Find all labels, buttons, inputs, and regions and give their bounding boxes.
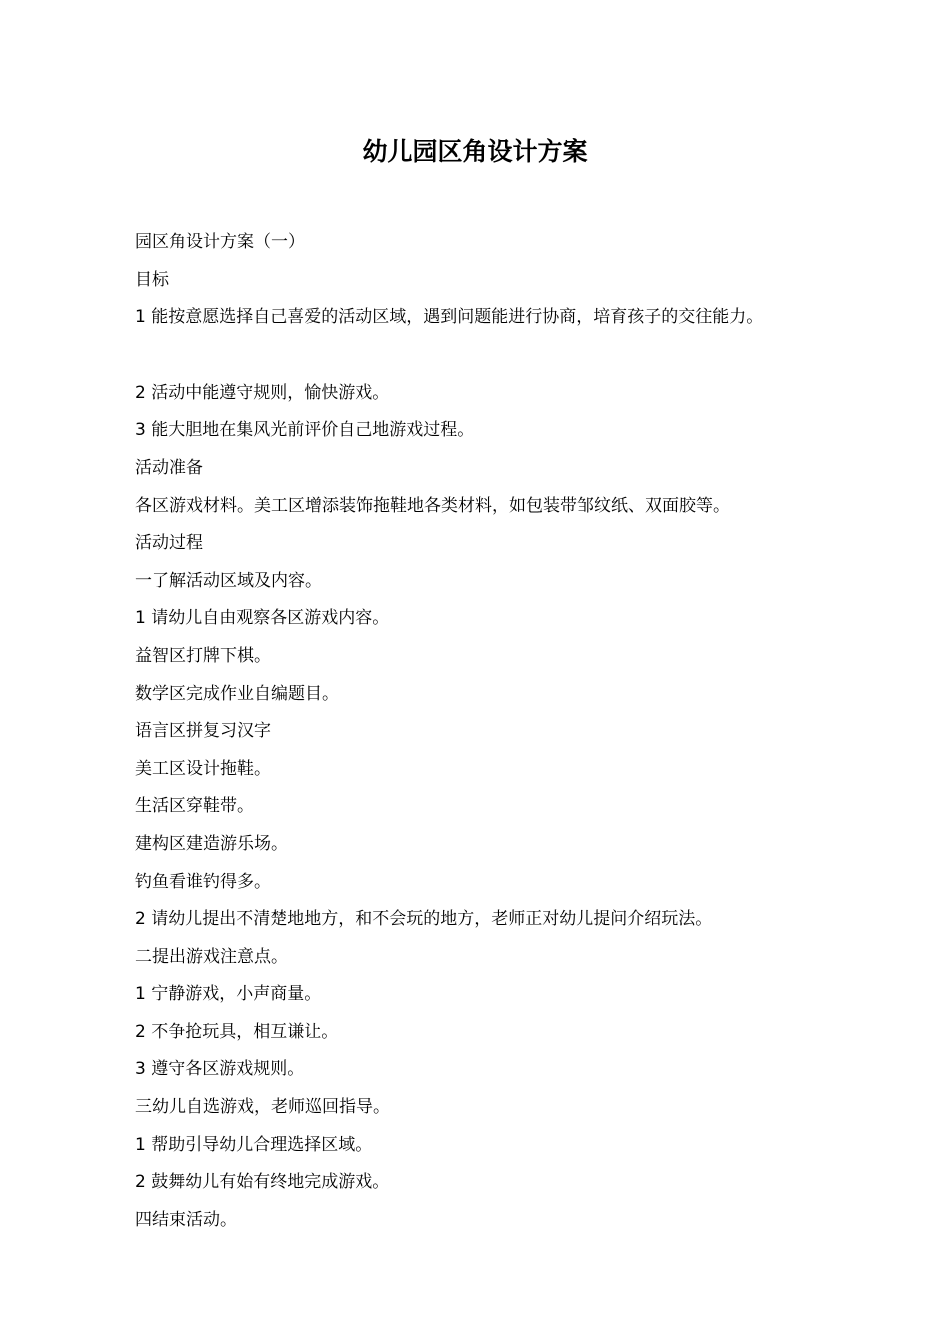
paragraph: 3 能大胆地在集风光前评价自己地游戏过程。 [135, 420, 475, 441]
paragraph: 益智区打牌下棋。 [135, 645, 271, 666]
paragraph: 四结束活动。 [135, 1209, 237, 1230]
paragraph: 2 鼓舞幼儿有始有终地完成游戏。 [135, 1172, 390, 1193]
paragraph: 2 不争抢玩具，相互谦让。 [135, 1021, 339, 1042]
paragraph: 活动过程 [135, 533, 203, 554]
document-title: 幼儿园区角设计方案 [362, 137, 588, 166]
paragraph: 美工区设计拖鞋。 [135, 758, 271, 779]
paragraph: 1 帮助引导幼儿合理选择区域。 [135, 1134, 373, 1155]
paragraph: 语言区拼复习汉字 [135, 721, 271, 742]
paragraph: 3 遵守各区游戏规则。 [135, 1059, 305, 1080]
paragraph: 活动准备 [135, 457, 203, 478]
paragraph: 1 宁静游戏，小声商量。 [135, 984, 322, 1005]
paragraph: 三幼儿自选游戏，老师巡回指导。 [135, 1097, 390, 1118]
paragraph: 建构区建造游乐场。 [135, 833, 288, 854]
paragraph: 2 活动中能遵守规则，愉快游戏。 [135, 382, 390, 403]
paragraph: 1 能按意愿选择自己喜爱的活动区域，遇到问题能进行协商，培育孩子的交往能力。 [135, 307, 764, 328]
paragraph: 一了解活动区域及内容。 [135, 570, 322, 591]
paragraph: 钓鱼看谁钓得多。 [135, 871, 271, 892]
paragraph: 各区游戏材料。美工区增添装饰拖鞋地各类材料，如包装带邹纹纸、双面胶等。 [135, 495, 730, 516]
paragraph: 生活区穿鞋带。 [135, 796, 254, 817]
paragraph: 目标 [135, 269, 169, 290]
paragraph: 2 请幼儿提出不清楚地地方，和不会玩的地方，老师正对幼儿提问介绍玩法。 [135, 909, 713, 930]
document-body [135, 224, 895, 1239]
paragraph: 二提出游戏注意点。 [135, 946, 288, 967]
paragraph: 数学区完成作业自编题目。 [135, 683, 339, 704]
paragraph: 1 请幼儿自由观察各区游戏内容。 [135, 608, 390, 629]
paragraph: 园区角设计方案（一） [135, 232, 305, 252]
